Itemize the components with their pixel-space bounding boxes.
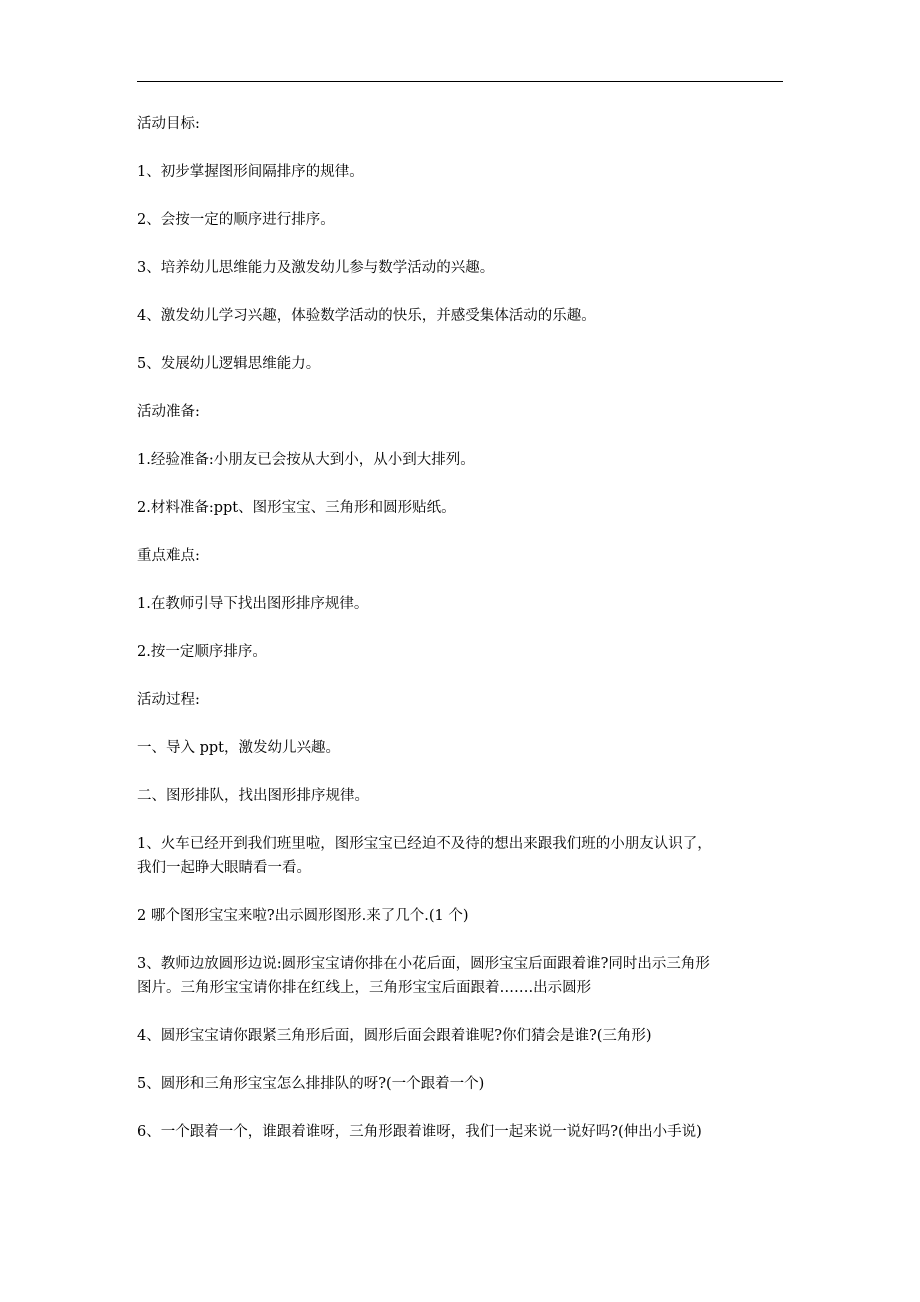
paragraph-line: 2 哪个图形宝宝来啦?出示圆形图形.来了几个.(1 个) <box>137 908 469 924</box>
paragraph <box>137 688 787 712</box>
paragraph-line: 5、圆形和三角形宝宝怎么排排队的呀?(一个跟着一个) <box>137 1076 485 1092</box>
paragraph-line: 2、会按一定的顺序进行排序。 <box>137 212 335 228</box>
paragraph <box>137 1120 787 1144</box>
paragraph <box>137 352 787 376</box>
paragraph-line: 5、发展幼儿逻辑思维能力。 <box>137 356 321 372</box>
paragraph <box>137 160 787 184</box>
paragraph-line: 3、培养幼儿思维能力及激发幼儿参与数学活动的兴趣。 <box>137 260 495 276</box>
paragraph <box>137 544 787 568</box>
paragraph-line: 图片。三角形宝宝请你排在红线上，三角形宝宝后面跟着…….出示圆形 <box>137 980 592 996</box>
paragraph <box>137 592 787 616</box>
paragraph-line: 2.材料准备:ppt、图形宝宝、三角形和圆形贴纸。 <box>137 500 456 516</box>
paragraph-line: 4、激发幼儿学习兴趣，体验数学活动的快乐，并感受集体活动的乐趣。 <box>137 308 596 324</box>
header-rule <box>137 81 783 82</box>
paragraph-line: 1、火车已经开到我们班里啦，图形宝宝已经迫不及待的想出来跟我们班的小朋友认识了， <box>137 836 712 852</box>
paragraph-line: 1.在教师引导下找出图形排序规律。 <box>137 596 369 612</box>
paragraph <box>137 208 787 232</box>
paragraph <box>137 112 787 136</box>
paragraph-line: 2.按一定顺序排序。 <box>137 644 267 660</box>
paragraph <box>137 1024 787 1048</box>
paragraph-line: 一、导入 ppt，激发幼儿兴趣。 <box>137 740 340 756</box>
paragraph-line: 二、图形排队，找出图形排序规律。 <box>137 788 369 804</box>
paragraph <box>137 448 787 472</box>
paragraph <box>137 904 787 928</box>
paragraph-line: 活动过程: <box>137 692 200 708</box>
paragraph-line: 活动目标: <box>137 116 200 132</box>
paragraph <box>137 400 787 424</box>
paragraph-line: 4、圆形宝宝请你跟紧三角形后面，圆形后面会跟着谁呢?你们猜会是谁?(三角形) <box>137 1028 652 1044</box>
paragraph <box>137 784 787 808</box>
paragraph <box>137 640 787 664</box>
paragraph-line: 我们一起睁大眼睛看一看。 <box>137 860 311 876</box>
paragraph-line: 活动准备: <box>137 404 200 420</box>
paragraph-line: 3、教师边放圆形边说:圆形宝宝请你排在小花后面，圆形宝宝后面跟着谁?同时出示三角形 <box>137 956 710 972</box>
paragraph-line: 重点难点: <box>137 548 200 564</box>
paragraph <box>137 952 787 1000</box>
paragraph <box>137 832 787 880</box>
paragraph <box>137 304 787 328</box>
document-body <box>137 112 787 1168</box>
paragraph-line: 1.经验准备:小朋友已会按从大到小，从小到大排列。 <box>137 452 475 468</box>
paragraph-line: 1、初步掌握图形间隔排序的规律。 <box>137 164 364 180</box>
paragraph-line: 6、一个跟着一个，谁跟着谁呀，三角形跟着谁呀，我们一起来说一说好吗?(伸出小手说) <box>137 1124 702 1140</box>
paragraph <box>137 256 787 280</box>
paragraph <box>137 496 787 520</box>
paragraph <box>137 736 787 760</box>
paragraph <box>137 1072 787 1096</box>
